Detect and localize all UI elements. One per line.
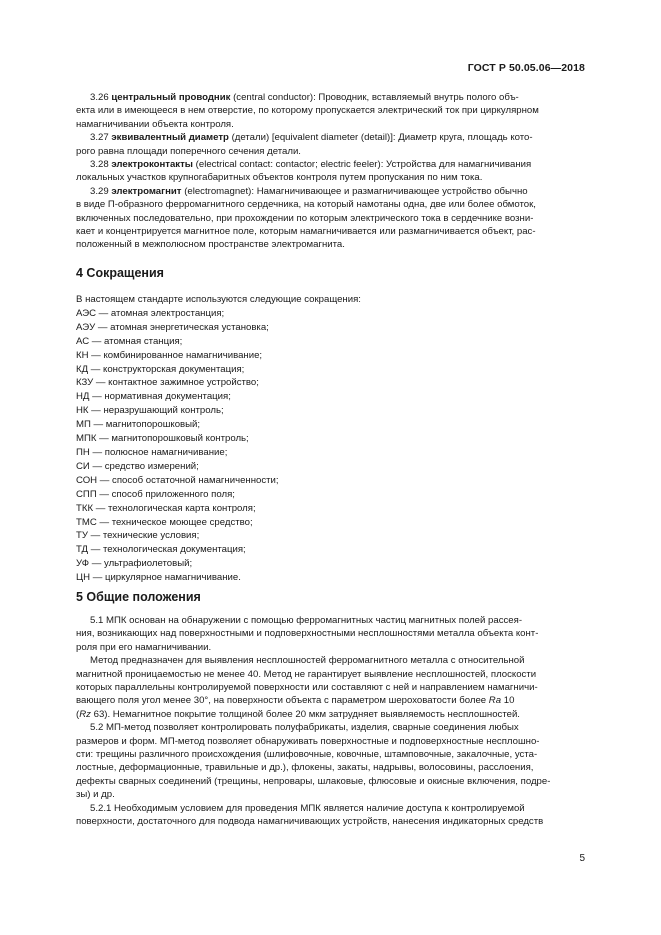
abbreviations-intro: В настоящем стандарте используются следующие сокращения: [76,294,361,305]
term-title: центральный проводник [111,92,231,103]
term-3-28: 3.28 электроконтакты (electrical contact: contactor; electric feeler): Устройства для намагничивания локальных участков крупногабаритных объектов контроля путем пропускания по ним тока. [76,159,532,184]
list-item: АЭУ — атомная энергетическая установка; [76,321,269,333]
term-title: эквивалентный диаметр [111,132,229,144]
list-item: КЗУ — контактное зажимное устройство; [76,377,259,389]
list-item: КД — конструкторская документация; [76,363,245,375]
term-title: электромагнит [111,185,182,197]
list-item: СПП — способ приложенного поля; [76,488,235,500]
term-title: электроконтакты [111,159,193,171]
list-item: ЦН — циркулярное намагничивание. [76,572,241,584]
list-item: ТД — технологическая документация; [76,544,246,556]
term-3-27: 3.27 эквивалентный диаметр (детали) [equivalent diameter (detail)]: Диаметр круга, площадь кото- рого равна площади поперечного сечения детали. [76,132,533,157]
list-item: СОН — способ остаточной намагниченности; [76,474,279,486]
paragraph-5-2-1: 5.2.1 Необходимым условием для проведения МПК является наличие доступа к контролируемой поверхности, достаточного для подвода намагничивающих устройств, нанесения индикаторных средств [76,802,544,828]
paragraph-5-2: 5.2 МП-метод позволяет контролировать полуфабрикаты, изделия, сварные соединения любых размеров и форм. МП-метод позволяет обнаруживать поверхностные и подповерхностные несплошно- сти: трещины различного происхождения (шлифовочные, ковочные, штамповочные, закалочные, уста- лостные, деформационные, травильные и др.), флокены, закаты, надрывы, волосовины, расслоения, дефекты сварных соединений (трещины, непровары, шлаковые, флюсовые и окисные включения, подре- зы) и др. [76,722,551,801]
paragraph-method: Метод предназначен для выявления несплошностей ферромагнитного металла с относительной магнитной проницаемостью не менее 40. Метод не гарантирует выявление несплошностей, плоскости которых параллельны контролируемой поверхности или составляют с ней и направлением намагничи- вающего поля угол менее 30°, на поверхности объекта с параметром шероховатости более Ra 10 (Rz 63). Немагнитное покрытие толщиной более 20 мкм затрудняет выявляемость несплошностей. [76,655,538,720]
list-item: ТКК — технологическая карта контроля; [76,502,256,514]
term-3-29: 3.29 электромагнит (electromagnet): Намагничивающее и размагничивающее устройство обычно в виде П-образного ферромагнитного сердечника, на который намотаны одна, две или более обмоток, включенных последовательно, при прохождении по которым электрического тока в сердечнике возни- кает и концентрируется магнитное поле, которым намагничивается или размагничивается объект, рас- положенный в межполюсном пространстве электромагнита. [76,185,536,251]
list-item: ТМС — техническое моющее средство; [76,516,253,528]
standard-header: ГОСТ Р 50.05.06—2018 [467,62,585,74]
list-item: УФ — ультрафиолетовый; [76,558,193,570]
list-item: ТУ — технические условия; [76,530,200,542]
term-3-26: 3.26 центральный проводник (central conductor): Проводник, вставляемый внутрь полого объ- екта или в имеющееся в нем отверстие, по которому пропускается электрический ток при циркулярном намагничивании объекта контроля. [76,92,539,130]
section-4-heading: 4 Сокращения [76,266,164,280]
list-item: АЭС — атомная электростанция; [76,307,225,319]
list-item: АС — атомная станция; [76,335,183,347]
page-number: 5 [579,853,585,864]
paragraph-5-1: 5.1 МПК основан на обнаружении с помощью ферромагнитных частиц магнитных полей рассея- ния, возникающих над поверхностными и подповерхностными несплошностями металла объекта конт- роля при его намагничивании. [76,615,539,653]
list-item: МПК — магнитопорошковый контроль; [76,433,249,445]
list-item: НК — неразрушающий контроль; [76,405,224,417]
list-item: НД — нормативная документация; [76,391,231,403]
list-item: СИ — средство измерений; [76,460,199,472]
list-item: ПН — полюсное намагничивание; [76,446,228,458]
section-5-body [76,614,585,829]
terms-block [76,91,585,252]
list-item: КН — комбинированное намагничивание; [76,349,263,361]
section-5-heading: 5 Общие положения [76,590,201,604]
list-item: МП — магнитопорошковый; [76,419,201,431]
abbreviations-list [76,293,361,585]
